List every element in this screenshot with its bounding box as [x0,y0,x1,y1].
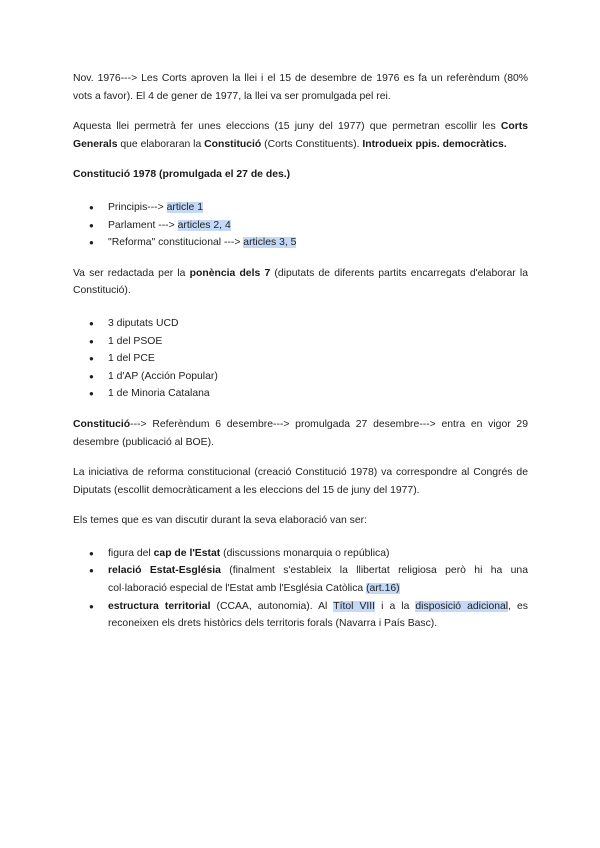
list-item: ● 1 de Minoria Catalana [73,385,528,403]
document-body [73,70,528,633]
bold-ponencia-dels-7: ponència dels 7 [189,267,271,279]
ponencia-members-list [73,315,528,403]
bold-principis-democratics: Introdueix ppis. democràtics. [362,138,507,150]
paragraph-timeline: Constitució---> Referèndum 6 desembre---> promulgada 27 desembre---> entra en vigor 29 desembre (publicació al BOE). [73,418,528,448]
temes-list [73,545,528,633]
list-item: ● figura del cap de l'Estat (discussions monarquia o república) [73,545,528,563]
list-item: ● 1 del PCE [73,350,528,368]
bold-corts-generals: Corts Generals [73,121,528,150]
highlighted-text: articles 3, 5 [243,237,297,249]
list-item: ● relació Estat-Església (finalment s'estableix la llibertat religiosa però hi ha una col·laboració especial de l'Estat amb l'Església Catòlica (art.16) [73,562,528,597]
paragraph-ponencia: Va ser redactada per la ponència dels 7 (diputats de diferents partits encarregats d'elaborar la Constitució). [73,267,528,297]
articles-list [73,199,528,252]
highlighted-text: Títol VIII [333,600,376,612]
section-heading: Constitució 1978 (promulgada el 27 de des.) [73,169,291,181]
list-item: ● Principis---> article 1 [73,199,528,217]
highlighted-text: articles 2, 4 [177,219,231,231]
list-item: ● 3 diputats UCD [73,315,528,333]
bold-constitucio-timeline: Constitució [73,418,131,430]
list-item: ● "Reforma" constitucional ---> articles 3, 5 [73,234,528,252]
list-item: ● 1 del PSOE [73,333,528,351]
paragraph-temes: Els temes que es van discutir durant la seva elaboració van ser: [73,515,367,527]
paragraph-iniciativa: La iniciativa de reforma constitucional (creació Constitució 1978) va correspondre al Congrés de Diputats (escollit democràticament a les eleccions del 15 de juny del 1977). [73,467,528,496]
bold-constitucio: Constitució [204,138,262,150]
list-item: ● Parlament ---> articles 2, 4 [73,217,528,235]
list-item: ● estructura territorial (CCAA, autonomia). Al Títol VIII i a la disposició adicional, es reconeixen els drets històrics dels territoris forals (Navarra i País Basc). [73,598,528,633]
highlighted-text: disposició adicional [415,600,509,612]
paragraph-1977-elections: Aquesta llei permetrà fer unes eleccions (15 juny del 1977) que permetran escollir les Corts Generals que elaboraran la Constitució (Corts Constituents). Introdueix ppis. democràtics. [73,121,528,150]
highlighted-text: article 1 [166,201,203,213]
highlighted-text: (art.16) [366,583,400,595]
list-item: ● 1 d'AP (Acción Popular) [73,368,528,386]
paragraph-1976-referendum: Nov. 1976---> Les Corts aproven la llei i el 15 de desembre de 1976 es fa un referèndum (80% vots a favor). El 4 de gener de 1977, la llei va ser promulgada pel rei. [73,73,528,102]
